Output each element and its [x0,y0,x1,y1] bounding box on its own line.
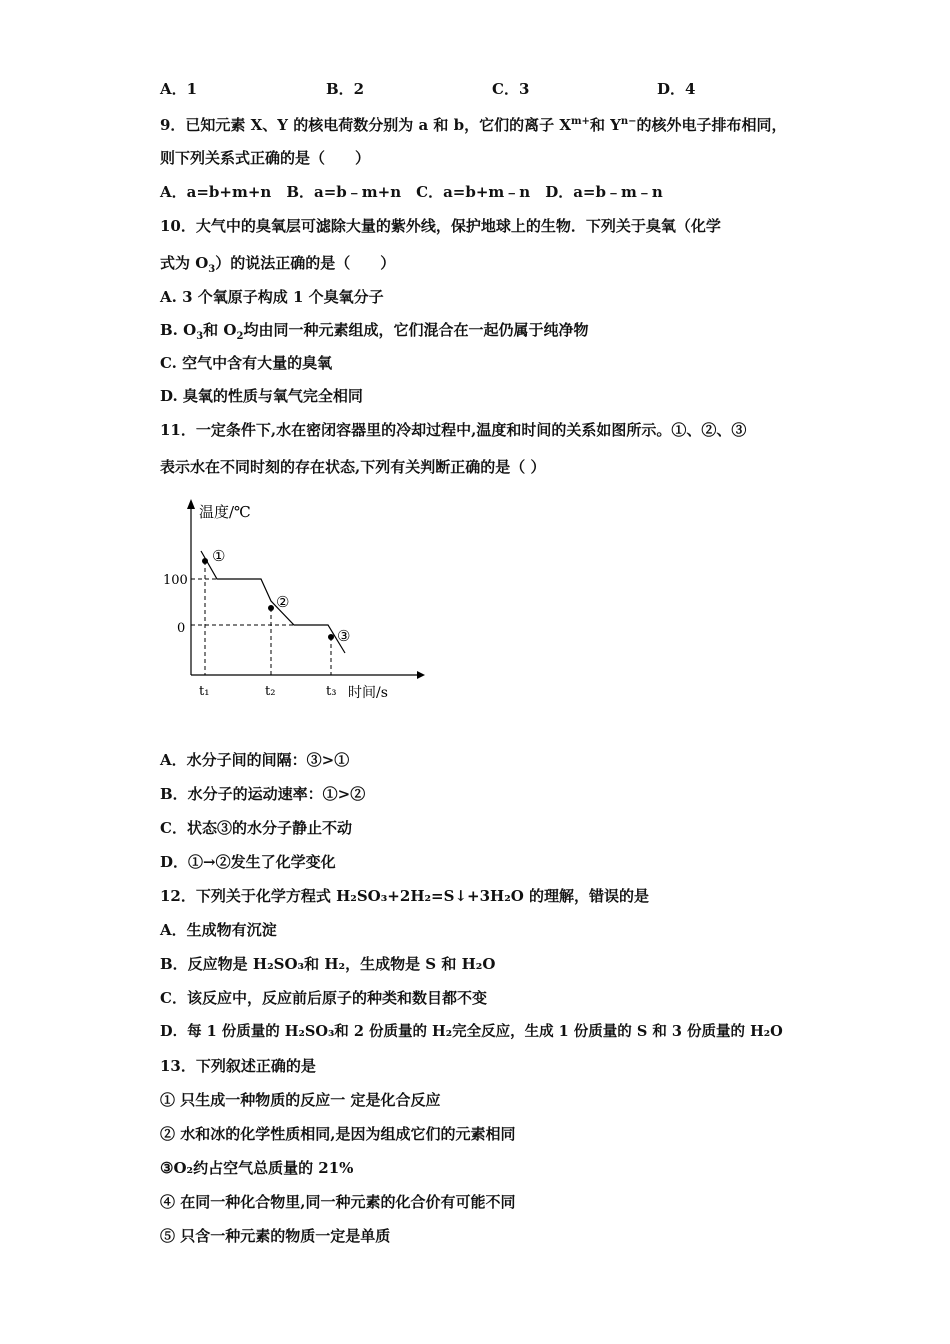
q12-option-c: C．该反应中，反应前后原子的种类和数目都不变 [160,989,487,1007]
q12-option-b: B．反应物是 H₂SO₃和 H₂，生成物是 S 和 H₂O [160,955,496,973]
q11-option-b: B．水分子的运动速率：①>② [160,785,366,803]
q10-stem-line2: 式为 $O_3$）的说法正确的是（ ） [160,254,396,275]
cooling-curve [201,551,345,653]
point-2-label: ② [276,593,290,611]
q12-option-d: D．每 1 份质量的 H₂SO₃和 2 份质量的 H₂完全反应，生成 1 份质量的 S 和 3 份质量的 H₂O [160,1023,783,1040]
x-tick-t2: t₂ [265,684,276,699]
q8-option-b: B．2 [326,80,365,98]
y-tick-0: 0 [177,621,186,636]
y-axis-arrow [187,499,195,509]
q10-stem-line1: 10．大气中的臭氧层可滤除大量的紫外线，保护地球上的生物．下列关于臭氧（化学 [160,217,721,235]
x-axis-arrow [417,671,425,679]
q13-statement-5: ⑤ 只含一种元素的物质一定是单质 [160,1227,391,1245]
x-tick-t1: t₁ [199,684,210,699]
q11-option-d: D．①→②发生了化学变化 [160,853,336,871]
y-tick-100: 100 [163,573,188,588]
point-1-label: ① [212,547,226,565]
q9-stem-line2: 则下列关系式正确的是（ ） [160,149,371,167]
point-1 [202,558,208,564]
point-2 [268,605,274,611]
q9-options: A．a=b+m+n B．a=b﹣m+n C．a=b+m﹣n D．a=b﹣m﹣n [160,183,663,201]
q12-option-a: A．生成物有沉淀 [160,921,277,939]
q11-stem-line1: 11．一定条件下,水在密闭容器里的冷却过程中,温度和时间的关系如图所示。①、②、③ [160,421,747,439]
q11-option-c: C．状态③的水分子静止不动 [160,819,352,837]
point-3-label: ③ [337,627,351,645]
q10-option-a: A. 3 个氧原子构成 1 个臭氧分子 [160,288,384,306]
q13-statement-3: ③O₂约占空气总质量的 21% [160,1159,354,1177]
q8-option-d: D．4 [657,80,696,98]
q11-stem-line2: 表示水在不同时刻的存在状态,下列有关判断正确的是（ ） [160,458,546,476]
q13-statement-2: ② 水和冰的化学性质相同,是因为组成它们的元素相同 [160,1125,516,1143]
q10-option-d: D. 臭氧的性质与氧气完全相同 [160,387,363,405]
q10-option-c: C. 空气中含有大量的臭氧 [160,354,333,372]
q13-statement-4: ④ 在同一种化合物里,同一种元素的化合价有可能不同 [160,1193,516,1211]
q10-option-b: B. $O_3$和 $O_2$均由同一种元素组成，它们混合在一起仍属于纯净物 [160,321,589,342]
q8-option-c: C．3 [492,80,530,98]
q11-option-a: A．水分子间的间隔：③>① [160,751,350,769]
y-axis-label: 温度/℃ [199,503,251,521]
q13-stem: 13．下列叙述正确的是 [160,1057,316,1075]
point-3 [328,634,334,640]
q8-option-a: A．1 [160,80,198,98]
q9-stem-line1: 9．已知元素 X、Y 的核电荷数分别为 a 和 b，它们的离子 $X^{m+}$和 $Y^{n-}$的核外电子排布相同， [160,116,787,134]
x-axis-label: 时间/s [348,685,388,701]
x-tick-t3: t₃ [326,684,337,699]
cooling-curve-chart [155,495,425,710]
q12-stem: 12．下列关于化学方程式 H₂SO₃+2H₂=S↓+3H₂O 的理解，错误的是 [160,887,650,905]
q13-statement-1: ① 只生成一种物质的反应一 定是化合反应 [160,1091,441,1109]
